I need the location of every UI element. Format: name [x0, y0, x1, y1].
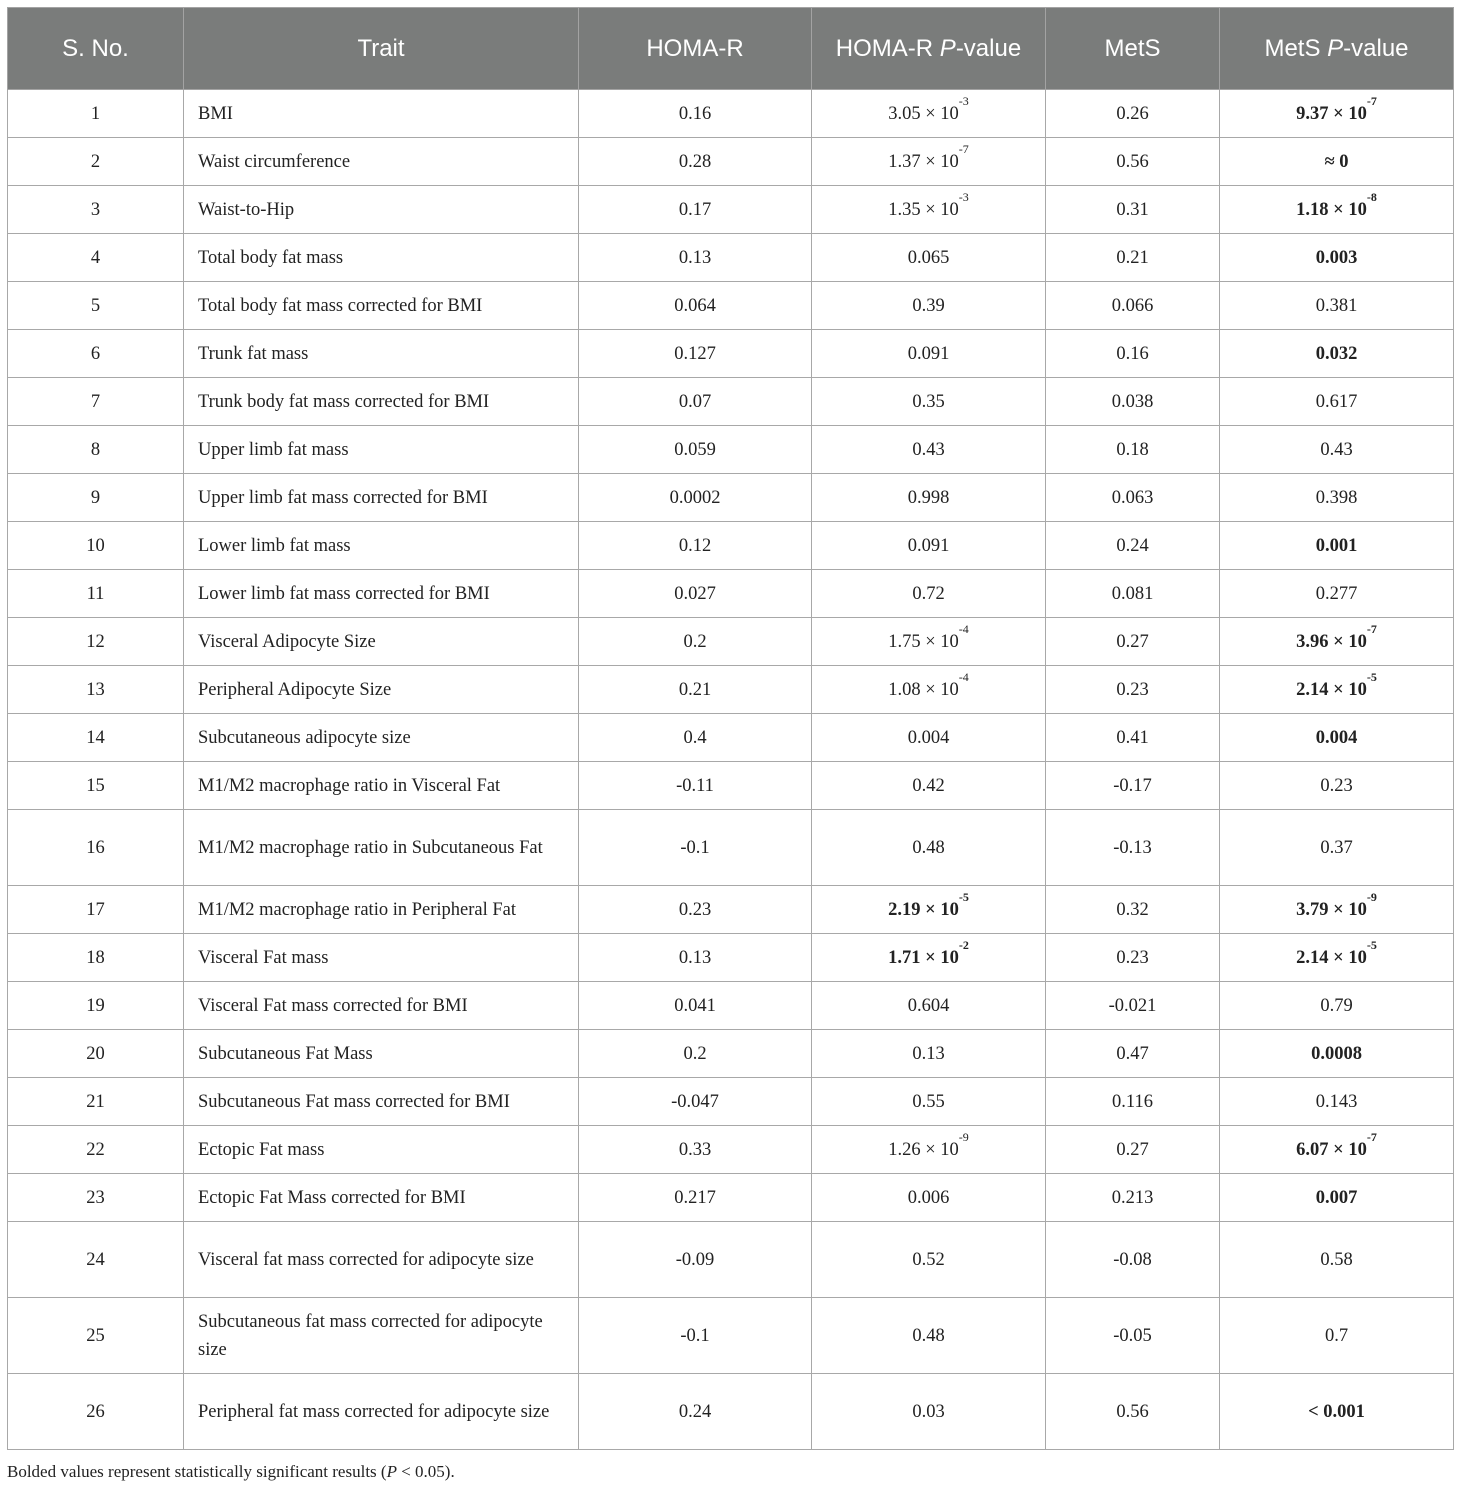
- cell-homa-p-mantissa: 0.13: [912, 1043, 945, 1064]
- cell-mets: 0.213: [1046, 1174, 1220, 1222]
- cell-mets-p-mantissa: 0.617: [1315, 391, 1358, 412]
- header-homa: [579, 8, 812, 90]
- header-homa-label: HOMA-R: [646, 35, 744, 62]
- cell-sno: 5: [8, 282, 184, 330]
- header-mets-p-suffix: -value: [1343, 35, 1409, 62]
- cell-sno: 10: [8, 522, 184, 570]
- cell-sno: 21: [8, 1078, 184, 1126]
- cell-mets-p: [1220, 1174, 1454, 1222]
- cell-homa: 0.2: [579, 1030, 812, 1078]
- cell-mets-p-mantissa: 2.14 × 10: [1296, 947, 1367, 968]
- cell-mets-p-exponent: -7: [1366, 621, 1377, 636]
- table-row: [8, 570, 1454, 618]
- cell-homa: 0.13: [579, 934, 812, 982]
- cell-mets: 0.23: [1046, 934, 1220, 982]
- cell-mets: -0.021: [1046, 982, 1220, 1030]
- cell-mets-p: [1220, 474, 1454, 522]
- cell-homa: 0.2: [579, 618, 812, 666]
- cell-sno: 18: [8, 934, 184, 982]
- cell-homa: 0.064: [579, 282, 812, 330]
- cell-trait: Subcutaneous fat mass corrected for adipocyte size: [184, 1298, 579, 1374]
- cell-sno: 3: [8, 186, 184, 234]
- cell-trait: Visceral Fat mass: [184, 934, 579, 982]
- table-row: [8, 762, 1454, 810]
- cell-mets-p-mantissa: 0.0008: [1311, 1043, 1362, 1064]
- cell-mets-p: [1220, 934, 1454, 982]
- cell-homa-p: [812, 666, 1046, 714]
- cell-homa-p-mantissa: 0.03: [912, 1401, 945, 1422]
- cell-homa-p-mantissa: 0.52: [912, 1249, 945, 1270]
- table-row: [8, 1222, 1454, 1298]
- cell-trait: Trunk body fat mass corrected for BMI: [184, 378, 579, 426]
- cell-mets: -0.08: [1046, 1222, 1220, 1298]
- cell-sno: 13: [8, 666, 184, 714]
- table-row: [8, 186, 1454, 234]
- table-row: [8, 474, 1454, 522]
- cell-mets: 0.18: [1046, 426, 1220, 474]
- cell-homa-p-mantissa: 0.091: [907, 535, 950, 556]
- cell-mets-p: [1220, 570, 1454, 618]
- cell-homa-p: [812, 330, 1046, 378]
- cell-homa-p: [812, 982, 1046, 1030]
- cell-homa-p-mantissa: 0.004: [907, 727, 950, 748]
- cell-mets-p-mantissa: 3.96 × 10: [1296, 631, 1367, 652]
- cell-mets-p: [1220, 90, 1454, 138]
- cell-mets: 0.038: [1046, 378, 1220, 426]
- cell-homa: 0.33: [579, 1126, 812, 1174]
- cell-mets: 0.116: [1046, 1078, 1220, 1126]
- cell-homa: 0.041: [579, 982, 812, 1030]
- cell-trait: Peripheral fat mass corrected for adipocyte size: [184, 1374, 579, 1450]
- cell-homa-p-mantissa: 0.72: [912, 583, 945, 604]
- cell-mets-p: [1220, 186, 1454, 234]
- footnote-italic-p: P: [386, 1462, 397, 1481]
- cell-mets-p: [1220, 1078, 1454, 1126]
- cell-mets-p-mantissa: 0.398: [1315, 487, 1358, 508]
- cell-mets: 0.21: [1046, 234, 1220, 282]
- cell-mets-p: [1220, 522, 1454, 570]
- cell-trait: Ectopic Fat Mass corrected for BMI: [184, 1174, 579, 1222]
- cell-sno: 17: [8, 886, 184, 934]
- table-row: [8, 618, 1454, 666]
- cell-mets-p-mantissa: 0.007: [1315, 1187, 1358, 1208]
- cell-sno: 11: [8, 570, 184, 618]
- cell-homa: 0.07: [579, 378, 812, 426]
- cell-homa: 0.16: [579, 90, 812, 138]
- cell-mets-p-mantissa: 0.43: [1320, 439, 1353, 460]
- table-row: [8, 138, 1454, 186]
- table-row: [8, 1374, 1454, 1450]
- cell-homa-p: [812, 762, 1046, 810]
- cell-homa-p-mantissa: 0.48: [912, 837, 945, 858]
- cell-mets-p: [1220, 1374, 1454, 1450]
- cell-homa-p-mantissa: 2.19 × 10: [888, 899, 959, 920]
- cell-mets-p: [1220, 762, 1454, 810]
- cell-homa: 0.12: [579, 522, 812, 570]
- cell-sno: 1: [8, 90, 184, 138]
- cell-trait: Visceral fat mass corrected for adipocyte size: [184, 1222, 579, 1298]
- cell-homa: -0.1: [579, 810, 812, 886]
- cell-mets-p: [1220, 138, 1454, 186]
- cell-sno: 25: [8, 1298, 184, 1374]
- header-homa-p-prefix: HOMA-R: [835, 35, 940, 62]
- cell-sno: 4: [8, 234, 184, 282]
- cell-mets-p: [1220, 886, 1454, 934]
- header-homa-p-italic: P: [939, 35, 956, 62]
- cell-trait: Ectopic Fat mass: [184, 1126, 579, 1174]
- header-homa-p-suffix: -value: [955, 35, 1022, 62]
- cell-homa-p: [812, 1126, 1046, 1174]
- cell-homa: 0.059: [579, 426, 812, 474]
- cell-homa-p-exponent: -5: [958, 889, 969, 904]
- cell-mets-p-exponent: -8: [1366, 189, 1377, 204]
- cell-trait: Subcutaneous Fat Mass: [184, 1030, 579, 1078]
- cell-mets-p: [1220, 234, 1454, 282]
- table-body: [8, 90, 1454, 1450]
- cell-mets-p: [1220, 618, 1454, 666]
- cell-homa: 0.24: [579, 1374, 812, 1450]
- cell-mets-p: [1220, 1298, 1454, 1374]
- cell-homa-p: [812, 618, 1046, 666]
- cell-homa-p-mantissa: 0.42: [912, 775, 945, 796]
- cell-sno: 12: [8, 618, 184, 666]
- cell-mets-p-mantissa: ≈ 0: [1324, 151, 1349, 172]
- cell-homa-p-mantissa: 1.26 × 10: [888, 1139, 959, 1160]
- table-row: [8, 282, 1454, 330]
- cell-sno: 6: [8, 330, 184, 378]
- cell-homa-p-mantissa: 0.43: [912, 439, 945, 460]
- table-row: [8, 886, 1454, 934]
- cell-homa: 0.0002: [579, 474, 812, 522]
- cell-homa-p-mantissa: 0.604: [907, 995, 950, 1016]
- cell-mets: 0.063: [1046, 474, 1220, 522]
- cell-mets-p-mantissa: 0.7: [1324, 1325, 1349, 1346]
- cell-mets-p-exponent: -7: [1366, 1129, 1377, 1144]
- cell-homa-p: [812, 810, 1046, 886]
- cell-mets-p-mantissa: 0.004: [1315, 727, 1358, 748]
- cell-trait: M1/M2 macrophage ratio in Visceral Fat: [184, 762, 579, 810]
- table-row: [8, 90, 1454, 138]
- header-mets-p: [1220, 8, 1454, 90]
- table-row: [8, 426, 1454, 474]
- cell-trait: Visceral Adipocyte Size: [184, 618, 579, 666]
- cell-homa: 0.21: [579, 666, 812, 714]
- cell-trait: M1/M2 macrophage ratio in Peripheral Fat: [184, 886, 579, 934]
- cell-homa-p: [812, 138, 1046, 186]
- cell-trait: Lower limb fat mass corrected for BMI: [184, 570, 579, 618]
- cell-mets: 0.47: [1046, 1030, 1220, 1078]
- cell-homa: -0.09: [579, 1222, 812, 1298]
- cell-homa-p: [812, 474, 1046, 522]
- cell-homa-p-exponent: -3: [958, 93, 969, 108]
- cell-trait: Waist circumference: [184, 138, 579, 186]
- cell-mets: -0.17: [1046, 762, 1220, 810]
- cell-homa-p: [812, 1174, 1046, 1222]
- cell-homa-p: [812, 234, 1046, 282]
- cell-sno: 14: [8, 714, 184, 762]
- header-sno: [8, 8, 184, 90]
- cell-mets: 0.081: [1046, 570, 1220, 618]
- cell-trait: Total body fat mass corrected for BMI: [184, 282, 579, 330]
- header-mets-p-prefix: MetS: [1264, 35, 1328, 62]
- cell-mets-p-exponent: -9: [1366, 889, 1377, 904]
- cell-mets-p: [1220, 282, 1454, 330]
- cell-mets-p: [1220, 1030, 1454, 1078]
- cell-homa: -0.047: [579, 1078, 812, 1126]
- cell-homa-p-mantissa: 3.05 × 10: [888, 103, 959, 124]
- cell-mets-p-mantissa: 9.37 × 10: [1296, 103, 1367, 124]
- table-row: [8, 982, 1454, 1030]
- cell-homa-p: [812, 522, 1046, 570]
- cell-homa-p: [812, 1078, 1046, 1126]
- cell-trait: Subcutaneous Fat mass corrected for BMI: [184, 1078, 579, 1126]
- header-mets-label: MetS: [1104, 35, 1161, 62]
- cell-mets-p-mantissa: 1.18 × 10: [1296, 199, 1367, 220]
- table-row: [8, 934, 1454, 982]
- cell-mets: 0.26: [1046, 90, 1220, 138]
- cell-homa-p: [812, 1222, 1046, 1298]
- table-row: [8, 1078, 1454, 1126]
- cell-homa-p-mantissa: 0.065: [907, 247, 950, 268]
- cell-homa-p-mantissa: 0.091: [907, 343, 950, 364]
- cell-mets-p: [1220, 378, 1454, 426]
- cell-trait: Subcutaneous adipocyte size: [184, 714, 579, 762]
- results-table-container: [7, 7, 1453, 1450]
- cell-mets: 0.27: [1046, 1126, 1220, 1174]
- cell-mets: 0.16: [1046, 330, 1220, 378]
- cell-mets-p: [1220, 666, 1454, 714]
- cell-mets-p-mantissa: 0.001: [1315, 535, 1358, 556]
- cell-mets-p-mantissa: 0.143: [1315, 1091, 1358, 1112]
- cell-mets: 0.27: [1046, 618, 1220, 666]
- cell-sno: 24: [8, 1222, 184, 1298]
- cell-mets-p-mantissa: 3.79 × 10: [1296, 899, 1367, 920]
- cell-homa-p-exponent: -4: [958, 621, 969, 636]
- footnote-text-before: Bolded values represent statistically significant results (: [7, 1462, 387, 1481]
- cell-homa-p: [812, 934, 1046, 982]
- cell-trait: M1/M2 macrophage ratio in Subcutaneous Fat: [184, 810, 579, 886]
- header-trait-label: Trait: [357, 35, 405, 62]
- table-row: [8, 330, 1454, 378]
- cell-mets-p-mantissa: 0.003: [1315, 247, 1358, 268]
- table-footnote: [7, 1462, 455, 1482]
- table-row: [8, 1174, 1454, 1222]
- cell-mets: 0.56: [1046, 138, 1220, 186]
- cell-homa-p: [812, 886, 1046, 934]
- table-row: [8, 1298, 1454, 1374]
- cell-mets-p-mantissa: < 0.001: [1308, 1401, 1365, 1422]
- cell-mets: 0.56: [1046, 1374, 1220, 1450]
- cell-mets-p: [1220, 330, 1454, 378]
- cell-sno: 16: [8, 810, 184, 886]
- cell-homa: 0.217: [579, 1174, 812, 1222]
- cell-homa-p: [812, 282, 1046, 330]
- cell-homa-p-mantissa: 0.39: [912, 295, 945, 316]
- cell-mets: 0.32: [1046, 886, 1220, 934]
- cell-mets-p-exponent: -7: [1366, 93, 1377, 108]
- cell-mets-p: [1220, 982, 1454, 1030]
- table-row: [8, 1030, 1454, 1078]
- cell-mets: 0.31: [1046, 186, 1220, 234]
- cell-trait: BMI: [184, 90, 579, 138]
- table-row: [8, 666, 1454, 714]
- cell-mets-p-mantissa: 0.032: [1315, 343, 1358, 364]
- cell-mets-p-mantissa: 0.79: [1320, 995, 1353, 1016]
- cell-homa-p: [812, 426, 1046, 474]
- cell-mets-p-mantissa: 0.58: [1320, 1249, 1353, 1270]
- cell-homa-p-mantissa: 0.55: [912, 1091, 945, 1112]
- cell-homa-p-mantissa: 1.71 × 10: [888, 947, 959, 968]
- cell-mets: 0.24: [1046, 522, 1220, 570]
- cell-trait: Waist-to-Hip: [184, 186, 579, 234]
- cell-trait: Visceral Fat mass corrected for BMI: [184, 982, 579, 1030]
- table-row: [8, 378, 1454, 426]
- cell-homa-p: [812, 90, 1046, 138]
- cell-mets: 0.41: [1046, 714, 1220, 762]
- cell-sno: 15: [8, 762, 184, 810]
- cell-homa: 0.28: [579, 138, 812, 186]
- cell-mets-p-mantissa: 0.37: [1320, 837, 1353, 858]
- cell-mets-p-mantissa: 2.14 × 10: [1296, 679, 1367, 700]
- cell-trait: Lower limb fat mass: [184, 522, 579, 570]
- cell-homa-p: [812, 186, 1046, 234]
- cell-trait: Upper limb fat mass corrected for BMI: [184, 474, 579, 522]
- cell-mets: 0.23: [1046, 666, 1220, 714]
- cell-homa-p-mantissa: 0.006: [907, 1187, 950, 1208]
- cell-homa-p: [812, 1374, 1046, 1450]
- cell-homa: 0.13: [579, 234, 812, 282]
- cell-homa-p-mantissa: 1.08 × 10: [888, 679, 959, 700]
- cell-sno: 20: [8, 1030, 184, 1078]
- table-row: [8, 234, 1454, 282]
- cell-homa: 0.027: [579, 570, 812, 618]
- cell-sno: 9: [8, 474, 184, 522]
- cell-homa-p-mantissa: 1.75 × 10: [888, 631, 959, 652]
- cell-homa: -0.1: [579, 1298, 812, 1374]
- cell-mets-p: [1220, 810, 1454, 886]
- cell-homa-p: [812, 1298, 1046, 1374]
- cell-homa: 0.17: [579, 186, 812, 234]
- cell-mets: -0.05: [1046, 1298, 1220, 1374]
- cell-trait: Total body fat mass: [184, 234, 579, 282]
- cell-sno: 2: [8, 138, 184, 186]
- cell-mets: 0.066: [1046, 282, 1220, 330]
- cell-mets-p-mantissa: 6.07 × 10: [1296, 1139, 1367, 1160]
- cell-mets-p: [1220, 426, 1454, 474]
- cell-sno: 19: [8, 982, 184, 1030]
- cell-homa-p-mantissa: 1.35 × 10: [888, 199, 959, 220]
- cell-homa-p-mantissa: 1.37 × 10: [888, 151, 959, 172]
- header-mets-p-italic: P: [1327, 35, 1344, 62]
- cell-homa-p-exponent: -2: [958, 937, 969, 952]
- cell-mets-p-mantissa: 0.277: [1315, 583, 1358, 604]
- cell-homa-p-mantissa: 0.48: [912, 1325, 945, 1346]
- cell-sno: 23: [8, 1174, 184, 1222]
- cell-homa-p: [812, 570, 1046, 618]
- footnote-text-after: < 0.05).: [396, 1462, 455, 1481]
- cell-mets: -0.13: [1046, 810, 1220, 886]
- results-table: [7, 7, 1454, 1450]
- cell-homa: 0.23: [579, 886, 812, 934]
- cell-homa-p: [812, 378, 1046, 426]
- cell-mets-p: [1220, 1126, 1454, 1174]
- cell-homa-p-mantissa: 0.35: [912, 391, 945, 412]
- cell-mets-p-mantissa: 0.23: [1320, 775, 1353, 796]
- cell-homa-p: [812, 714, 1046, 762]
- header-trait: [184, 8, 579, 90]
- cell-homa: -0.11: [579, 762, 812, 810]
- cell-mets-p-exponent: -5: [1366, 937, 1377, 952]
- cell-homa-p-exponent: -4: [958, 669, 969, 684]
- cell-mets-p-mantissa: 0.381: [1315, 295, 1358, 316]
- cell-mets-p: [1220, 714, 1454, 762]
- cell-sno: 8: [8, 426, 184, 474]
- cell-homa: 0.127: [579, 330, 812, 378]
- header-mets: [1046, 8, 1220, 90]
- cell-trait: Peripheral Adipocyte Size: [184, 666, 579, 714]
- table-row: [8, 714, 1454, 762]
- cell-mets-p-exponent: -5: [1366, 669, 1377, 684]
- cell-trait: Upper limb fat mass: [184, 426, 579, 474]
- cell-sno: 26: [8, 1374, 184, 1450]
- header-homa-p: [812, 8, 1046, 90]
- table-row: [8, 810, 1454, 886]
- header-sno-label: S. No.: [62, 35, 129, 62]
- cell-homa-p-exponent: -7: [958, 141, 969, 156]
- cell-mets-p: [1220, 1222, 1454, 1298]
- cell-sno: 7: [8, 378, 184, 426]
- cell-homa-p-exponent: -3: [958, 189, 969, 204]
- cell-homa: 0.4: [579, 714, 812, 762]
- table-header-row: [8, 8, 1454, 90]
- cell-sno: 22: [8, 1126, 184, 1174]
- cell-homa-p-exponent: -9: [958, 1129, 969, 1144]
- table-row: [8, 1126, 1454, 1174]
- cell-trait: Trunk fat mass: [184, 330, 579, 378]
- table-row: [8, 522, 1454, 570]
- cell-homa-p: [812, 1030, 1046, 1078]
- cell-homa-p-mantissa: 0.998: [907, 487, 950, 508]
